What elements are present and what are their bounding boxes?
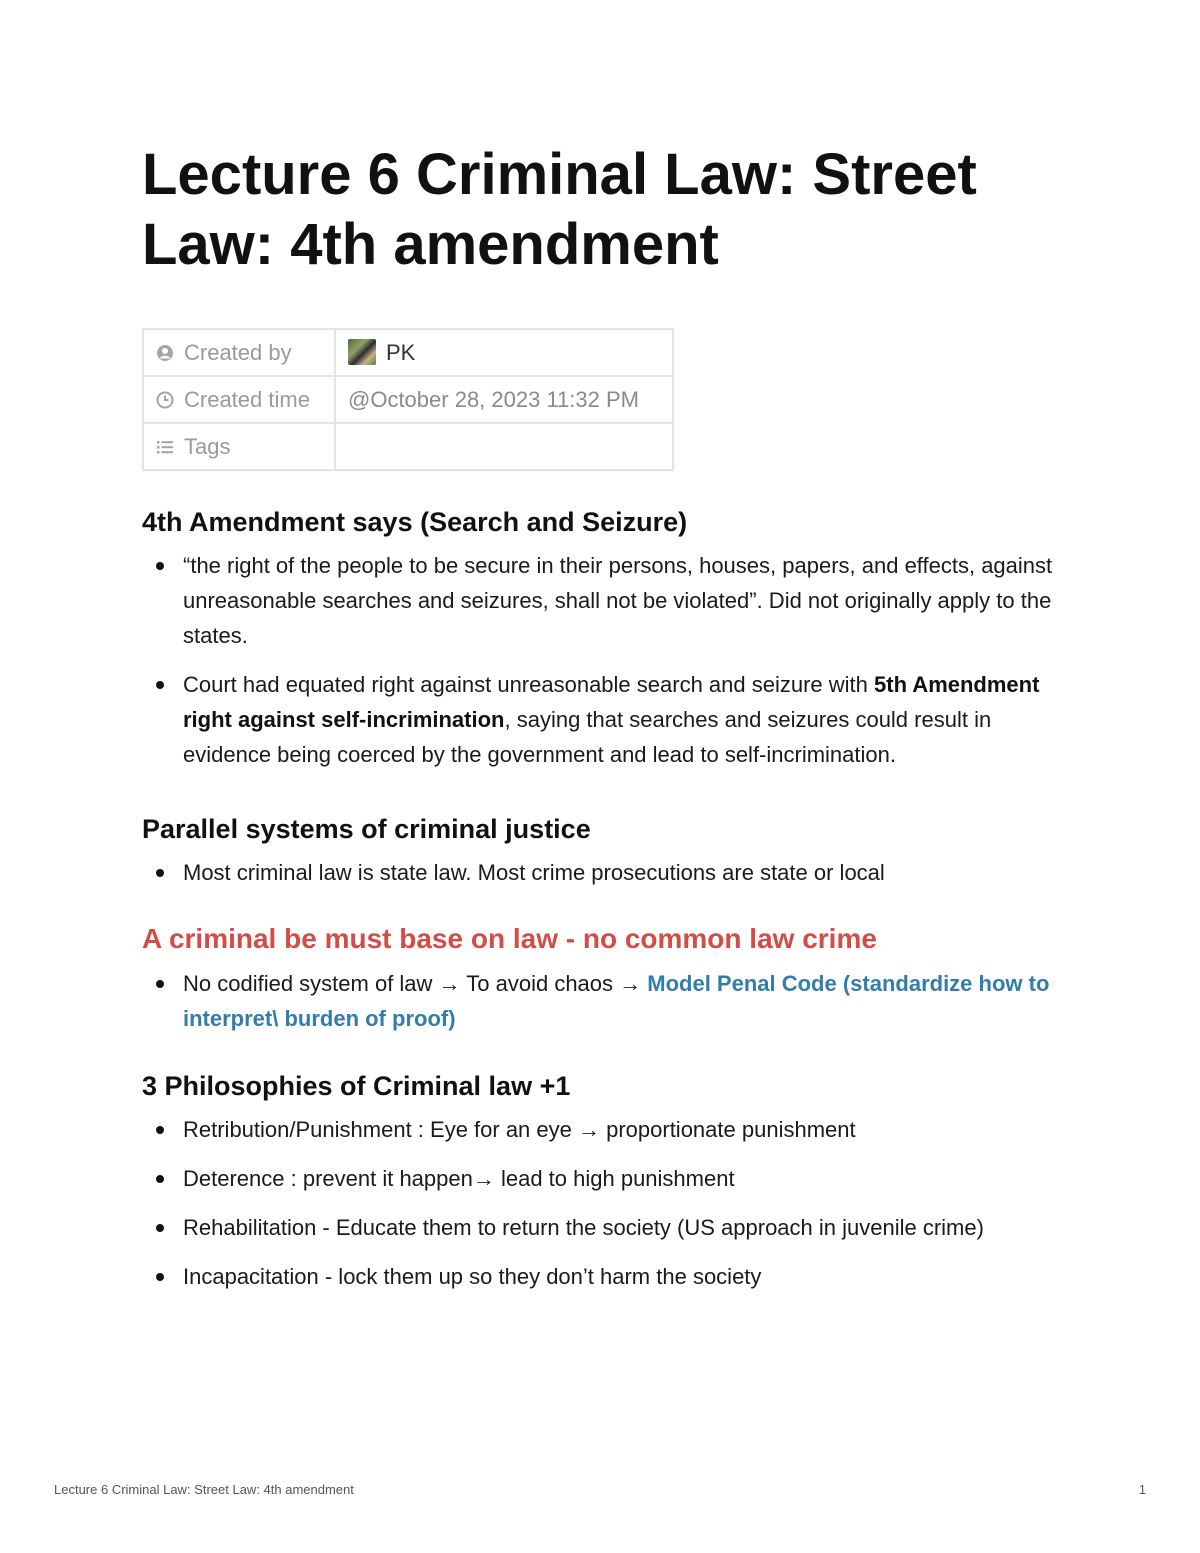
- created-time-value: @October 28, 2023 11:32 PM: [348, 386, 639, 412]
- section-heading-common-law: A criminal be must base on law - no common law crime: [142, 923, 877, 954]
- property-key: [143, 423, 335, 470]
- list-item-text: Most criminal law is state law. Most crime prosecutions are state or local: [183, 860, 885, 885]
- list-item: [183, 855, 1062, 890]
- property-row-tags: [143, 423, 673, 470]
- section-heading-philosophies: 3 Philosophies of Criminal law +1: [142, 1071, 571, 1101]
- property-row-created-time: [143, 376, 673, 423]
- bullet-list-philosophies: [142, 1112, 1062, 1294]
- created-time-label: Created time: [184, 386, 310, 412]
- bullet-list-common-law: [142, 966, 1062, 1036]
- list-item-text: Incapacitation - lock them up so they don’t harm the society: [183, 1264, 762, 1289]
- properties-table: [142, 328, 674, 471]
- avatar: [348, 339, 376, 365]
- list-item-text: “the right of the people to be secure in their persons, houses, papers, and effects, against unreasonable searches and seizures, shall not be violated”. Did not originally apply to the states.: [183, 553, 1053, 648]
- bold-text: 5th Amendment right against self-incrimination: [183, 672, 1040, 732]
- section-heading-parallel: Parallel systems of criminal justice: [142, 814, 591, 844]
- tags-label: Tags: [184, 433, 231, 459]
- page-title: Lecture 6 Criminal Law: Street Law: 4th amendment: [142, 142, 977, 277]
- list-item: [183, 966, 1062, 1036]
- section-heading-amendment: 4th Amendment says (Search and Seizure): [142, 507, 688, 537]
- list-item: [183, 667, 1062, 772]
- list-item-text: No codified system of law → To avoid chaos →: [183, 971, 648, 996]
- list-item-text: Retribution/Punishment : Eye for an eye → proportionate punishment: [183, 1117, 856, 1142]
- bullet-list-amendment: [142, 548, 1062, 772]
- footer-title: Lecture 6 Criminal Law: Street Law: 4th amendment: [54, 1482, 354, 1497]
- page-content: [142, 502, 1062, 1294]
- property-value[interactable]: [335, 329, 673, 376]
- property-row-created-by: [143, 329, 673, 376]
- user-circle-icon: [156, 344, 174, 362]
- bullet-list-parallel: [142, 855, 1062, 890]
- list-icon: [156, 438, 174, 456]
- clock-icon: [156, 391, 174, 409]
- property-value[interactable]: [335, 376, 673, 423]
- tags-value[interactable]: [335, 423, 673, 470]
- list-item-text: Court had equated right against unreasonable search and seizure with: [183, 672, 875, 697]
- list-item-text: Deterence : prevent it happen→ lead to high punishment: [183, 1166, 735, 1191]
- list-item: [183, 1112, 1062, 1147]
- page-number: 1: [1138, 1482, 1146, 1497]
- created-by-label: Created by: [184, 339, 292, 365]
- list-item: [183, 1161, 1062, 1196]
- list-item-text: Rehabilitation - Educate them to return the society (US approach in juvenile crime): [183, 1215, 984, 1240]
- highlighted-text: Model Penal Code (standardize how to interpret\ burden of proof): [183, 971, 1050, 1031]
- list-item-text: , saying that searches and seizures could result in evidence being coerced by the government and lead to self-incrimination.: [183, 707, 992, 767]
- created-by-value: PK: [386, 340, 416, 365]
- list-item: [183, 1210, 1062, 1245]
- property-key: [143, 329, 335, 376]
- list-item: [183, 1259, 1062, 1294]
- list-item: [183, 548, 1062, 653]
- property-key: [143, 376, 335, 423]
